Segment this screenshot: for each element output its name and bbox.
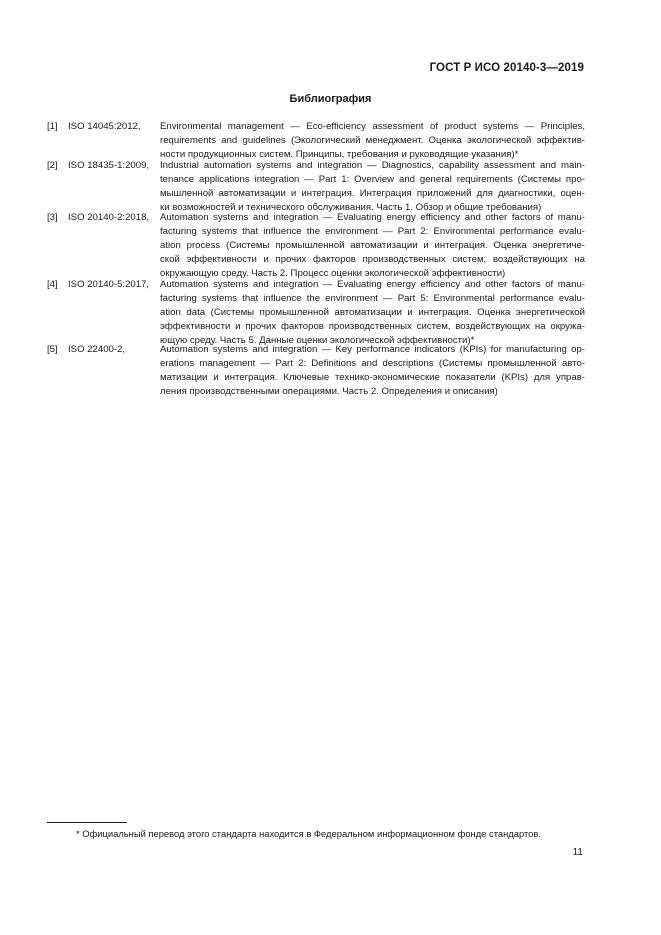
entry-reference: ISO 18435-1:2009, [68,160,150,171]
entry-text-line: facturing systems that influence the environment — Part 2: Environmental performance evalu- [160,226,585,237]
entry-text-line: Environmental management — Eco-efficiency assessment of product systems — Principles, [160,121,585,132]
entry-text-line: erations management — Part 2: Definitions and descriptions (Системы промышленной авто- [160,358,585,369]
entry-number: [4] [47,279,58,290]
entry-text-line: матизации и интеграция. Ключевые технико-экономические показатели (KPIs) для управ- [160,372,585,383]
page-title: Библиография [289,93,372,105]
entry-text-line: Industrial automation systems and integration — Diagnostics, capability assessment and main- [160,160,585,171]
entry-text-line: ности продукционных систем. Принципы, требования и руководящие указания)* [160,149,519,160]
entry-reference: ISO 14045:2012, [68,121,141,132]
entry-text-line: Automation systems and integration — Evaluating energy efficiency and other factors of manu- [160,279,585,290]
entry-text-line: Automation systems and integration — Evaluating energy efficiency and other factors of manu- [160,212,585,223]
entry-text [160,211,585,281]
entry-text-line: ation data (Системы промышленной автоматизации и интеграция. Оценка энергетической [160,307,585,318]
entry-text-line: Automation systems and integration — Key performance indicators (KPIs) for manufacturing op- [160,344,585,355]
footnote-divider [47,822,127,823]
entry-reference: ISO 22400-2, [68,344,126,355]
entry-text [160,159,585,215]
entry-reference: ISO 20140-5:2017, [68,279,150,290]
entry-text-line: ской эффективности и прочих факторов производственных систем, воздействующих на [160,254,585,265]
entry-reference: ISO 20140-2:2018, [68,212,150,223]
entry-text-line: ation process (Системы промышленной автоматизации и интеграция. Оценка энергетиче- [160,240,585,251]
entry-text [160,343,585,399]
entry-text-line: эффективности и прочих факторов производственных систем, воздействующих на окружа- [160,321,585,332]
entry-text-line: мышленной автоматизации и интеграция. Интеграция приложений для диагностики, оцен- [160,188,585,199]
entry-text-line: окружающую среду. Часть 2. Процесс оценки экологической эффективности) [160,268,506,279]
entry-text [160,120,585,162]
entry-text-line: tenance applications integration — Part 1: Overview and general requirements (Системы про- [160,174,585,185]
document-id-header: ГОСТ Р ИСО 20140-3—2019 [429,62,584,74]
entry-text-line: ления производственными операциями. Часть 2. Определения и описания) [160,386,498,397]
entry-number: [5] [47,344,58,355]
entry-text-line: ющую среду. Часть 5. Данные оценки экологической эффективности)* [160,335,475,346]
entry-text-line: ки возможностей и технического обслуживания. Часть 1. Обзор и общие требования) [160,202,542,213]
entry-number: [3] [47,212,58,223]
entry-text [160,278,585,348]
entry-text-line: facturing systems that influence the environment — Part 5: Environmental performance evalu- [160,293,585,304]
footnote: * Официальный перевод этого стандарта находится в Федеральном информационном фонде стандартов. [76,828,541,839]
entry-text-line: requirements and guidelines (Экологический менеджмент. Оценка экологической эффектив- [160,135,585,146]
entry-number: [1] [47,121,58,132]
entry-number: [2] [47,160,58,171]
page-number: 11 [572,847,583,858]
